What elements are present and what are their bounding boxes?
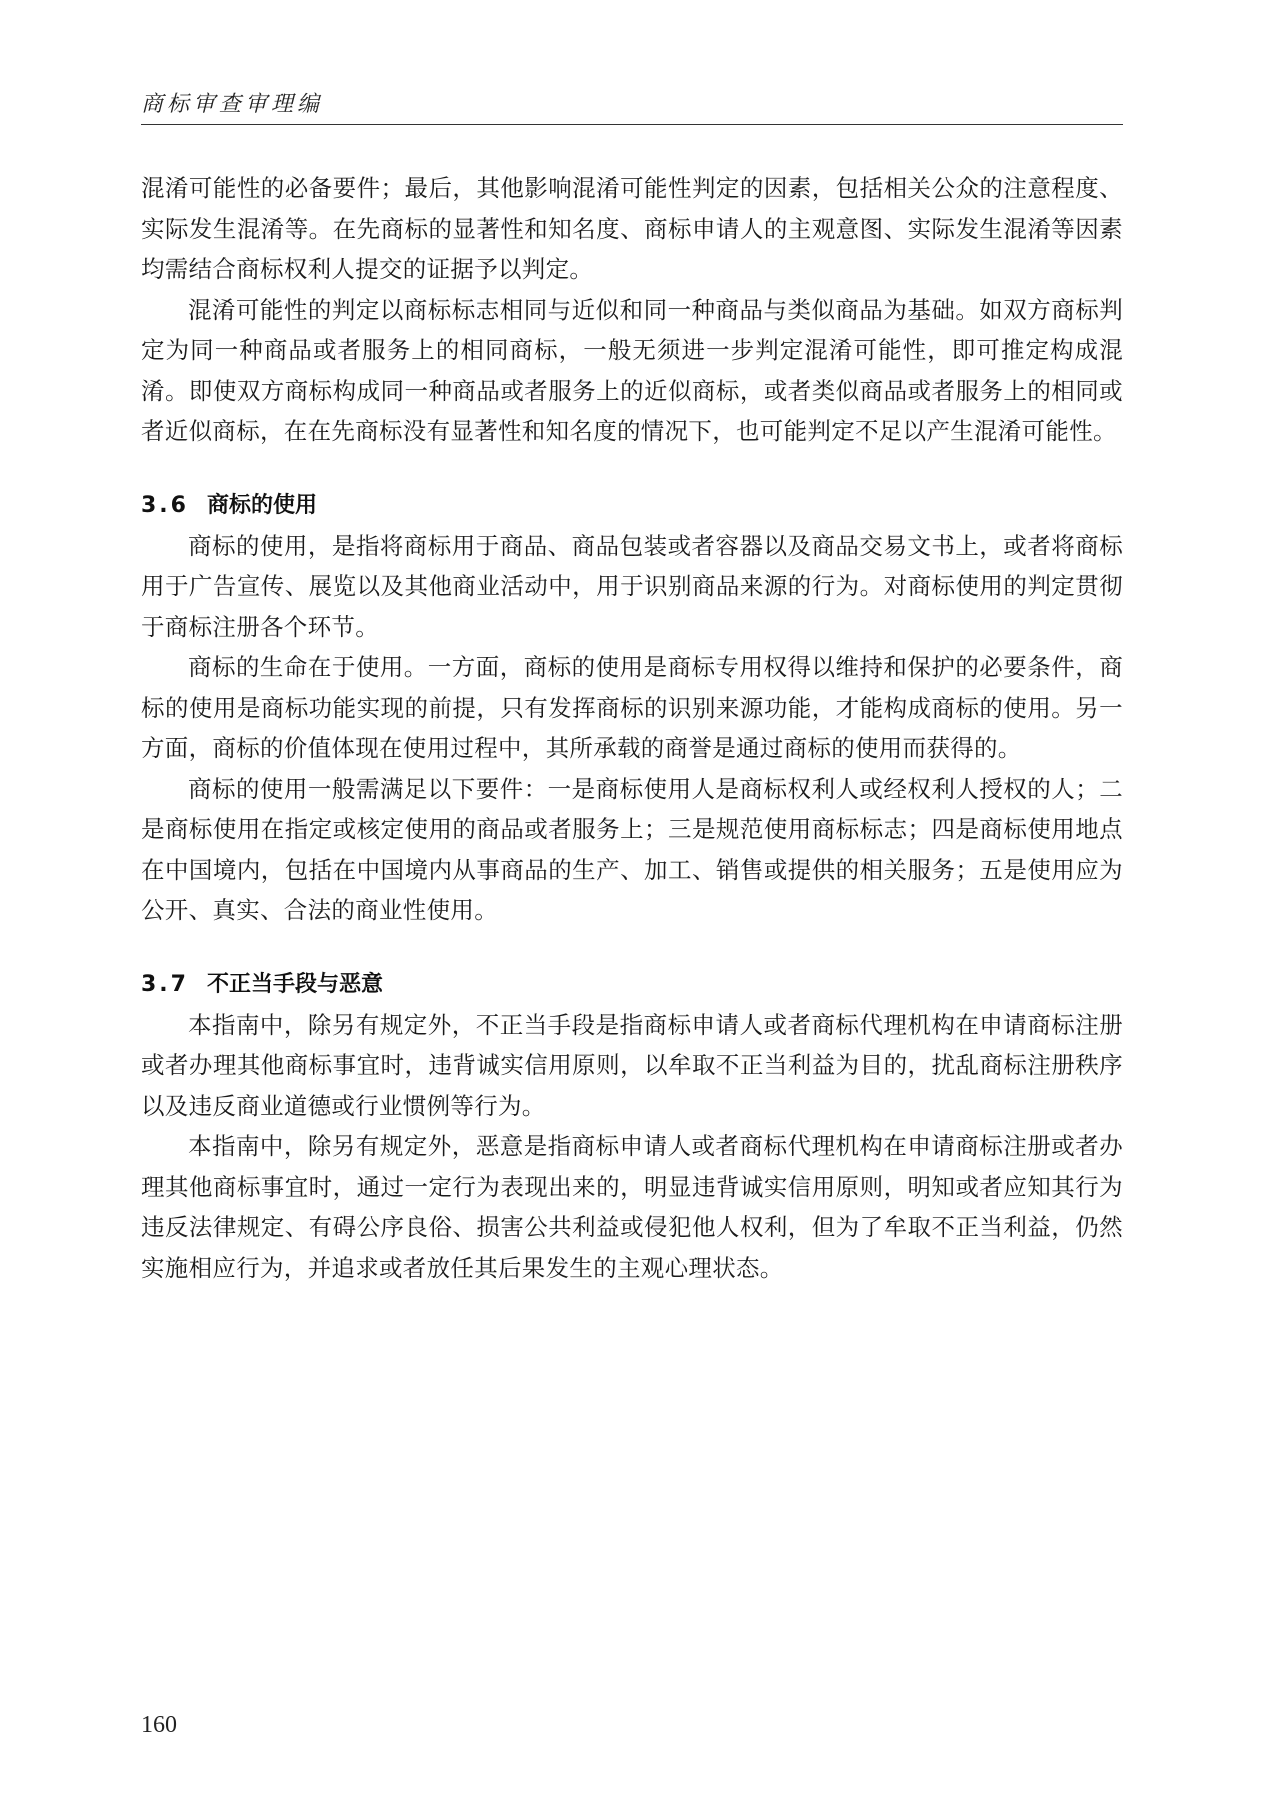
paragraph: 商标的生命在于使用。一方面，商标的使用是商标专用权得以维持和保护的必要条件，商标的使用是商标功能实现的前提，只有发挥商标的识别来源功能，才能构成商标的使用。另一方面，商标的价值体现在使用过程中，其所承载的商誉是通过商标的使用而获得的。 — [141, 653, 1123, 762]
section-heading-3-6 — [141, 486, 1123, 526]
section-number: 3.6 — [141, 492, 189, 518]
paragraph-continued: 混淆可能性的必备要件；最后，其他影响混淆可能性判定的因素，包括相关公众的注意程度、实际发生混淆等。在先商标的显著性和知名度、商标申请人的主观意图、实际发生混淆等因素均需结合商标权利人提交的证据予以判定。 — [141, 174, 1123, 283]
paragraph: 商标的使用一般需满足以下要件：一是商标使用人是商标权利人或经权利人授权的人；二是商标使用在指定或核定使用的商品或者服务上；三是规范使用商标标志；四是商标使用地点在中国境内，包括在中国境内从事商品的生产、加工、销售或提供的相关服务；五是使用应为公开、真实、合法的商业性使用。 — [141, 774, 1123, 924]
page-content — [141, 168, 1123, 1288]
section-title: 商标的使用 — [206, 492, 317, 518]
paragraph: 商标的使用，是指将商标用于商品、商品包装或者容器以及商品交易文书上，或者将商标用于广告宣传、展览以及其他商业活动中，用于识别商品来源的行为。对商标使用的判定贯彻于商标注册各个环节。 — [141, 531, 1123, 641]
running-header: 商标审查审理编 — [141, 92, 324, 117]
section-number: 3.7 — [141, 971, 189, 997]
section-title: 不正当手段与恶意 — [206, 971, 383, 997]
section-heading-3-7 — [141, 965, 1123, 1005]
paragraph: 本指南中，除另有规定外，不正当手段是指商标申请人或者商标代理机构在申请商标注册或者办理其他商标事宜时，违背诚实信用原则，以牟取不正当利益为目的，扰乱商标注册秩序以及违反商业道德或行业惯例等行为。 — [141, 1010, 1123, 1120]
paragraph: 混淆可能性的判定以商标标志相同与近似和同一种商品与类似商品为基础。如双方商标判定为同一种商品或者服务上的相同商标，一般无须进一步判定混淆可能性，即可推定构成混淆。即使双方商标构成同一种商品或者服务上的近似商标，或者类似商品或者服务上的相同或者近似商标，在在先商标没有显著性和知名度的情况下，也可能判定不足以产生混淆可能性。 — [141, 295, 1123, 445]
section-gap — [141, 931, 1123, 965]
section-gap — [141, 452, 1123, 486]
header-rule — [141, 124, 1123, 125]
page-number: 160 — [141, 1712, 177, 1738]
paragraph: 本指南中，除另有规定外，恶意是指商标申请人或者商标代理机构在申请商标注册或者办理其他商标事宜时，通过一定行为表现出来的，明显违背诚实信用原则，明知或者应知其行为违反法律规定、有碍公序良俗、损害公共利益或侵犯他人权利，但为了牟取不正当利益，仍然实施相应行为，并追求或者放任其后果发生的主观心理状态。 — [141, 1132, 1123, 1282]
